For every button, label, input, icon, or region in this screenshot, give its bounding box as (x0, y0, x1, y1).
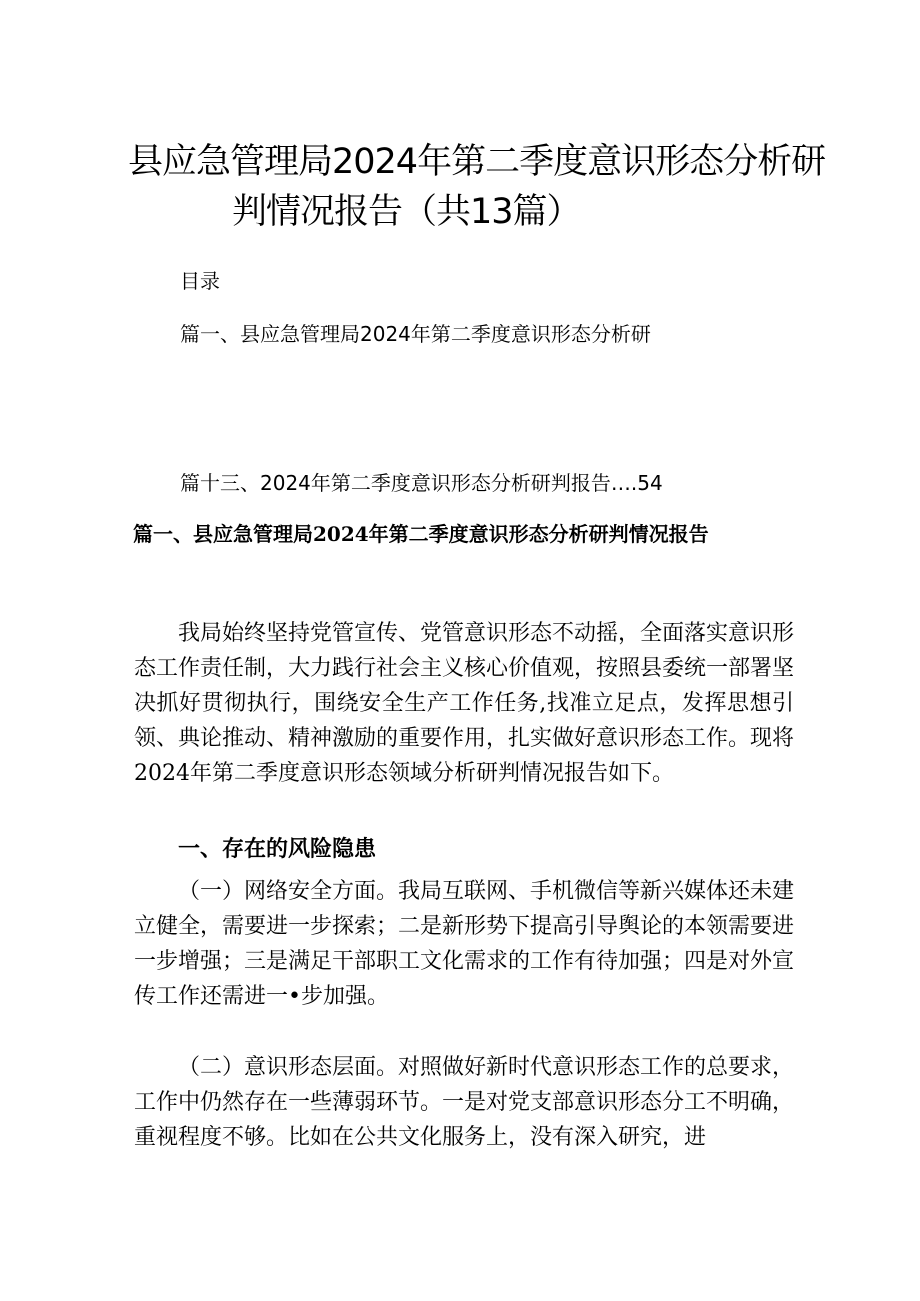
intro-paragraph: 我局始终坚持党管宣传、党管意识形态不动摇，全面落实意识形态工作责任制，大力践行社会主义核心价值观，按照县委统一部署坚决抓好贯彻执行，围绕安全生产工作任务,找准立足点，发挥思想引领、典论推动、精神激励的重要作用，扎实做好意识形态工作。现将2024年第二季度意识形态领域分析研判情况报告如下。 (134, 621, 795, 786)
risk-subheading: 一、存在的风险隐患 (178, 836, 377, 862)
document-title-line-1: 县应急管理局2024年第二季度意识形态分析研 (128, 142, 826, 182)
section-heading: 篇一、县应急管理局2024年第二季度意识形态分析研判情况报告 (133, 522, 709, 546)
network-security-paragraph: （一）网络安全方面。我局互联网、手机微信等新兴媒体还未建立健全，需要进一步探索；二是新形势下提高引导舆论的本领需要进一步增强；三是满足干部职工文化需求的工作有待加强；四是对外宣传工作还需进一•步加强。 (134, 879, 795, 1009)
toc-item-13: 篇十三、2024年第二季度意识形态分析研判报告….54 (180, 471, 663, 495)
document-title-line-2: 判情况报告（共13篇） (232, 192, 581, 232)
toc-item-1: 篇一、县应急管理局2024年第二季度意识形态分析研 (180, 322, 651, 346)
toc-label: 目录 (180, 269, 220, 293)
ideology-paragraph: （二）意识形态层面。对照做好新时代意识形态工作的总要求，工作中仍然存在一些薄弱环节。一是对党支部意识形态分工不明确，重视程度不够。比如在公共文化服务上，没有深入研究，进 (134, 1055, 795, 1150)
